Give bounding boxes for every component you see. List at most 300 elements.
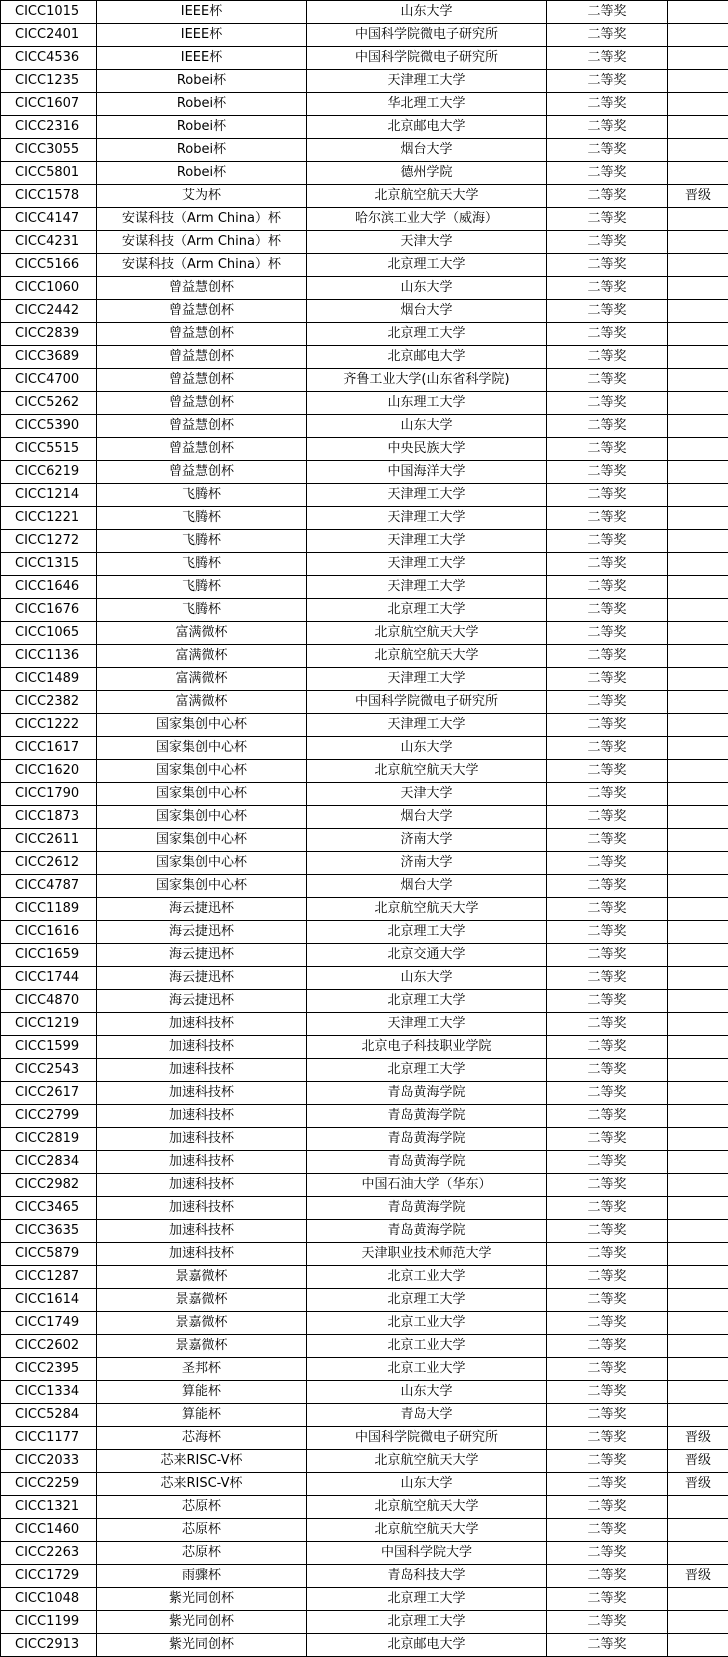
award-cell: 二等奖 bbox=[547, 277, 668, 300]
award-cell: 二等奖 bbox=[547, 737, 668, 760]
table-row bbox=[1, 1611, 728, 1634]
table-row bbox=[1, 967, 728, 990]
team-id-cell: CICC2395 bbox=[1, 1358, 97, 1381]
school-cell: 天津职业技术师范大学 bbox=[307, 1243, 547, 1266]
cup-name-cell: 国家集创中心杯 bbox=[97, 737, 307, 760]
advance-status-cell bbox=[668, 1105, 728, 1128]
award-cell: 二等奖 bbox=[547, 645, 668, 668]
table-row bbox=[1, 1059, 728, 1082]
table-row bbox=[1, 921, 728, 944]
advance-status-cell bbox=[668, 875, 728, 898]
award-cell: 二等奖 bbox=[547, 1266, 668, 1289]
school-cell: 青岛黄海学院 bbox=[307, 1105, 547, 1128]
cup-name-cell: 飞腾杯 bbox=[97, 530, 307, 553]
table-row bbox=[1, 1266, 728, 1289]
team-id-cell: CICC5515 bbox=[1, 438, 97, 461]
table-row bbox=[1, 875, 728, 898]
school-cell: 中国科学院微电子研究所 bbox=[307, 47, 547, 70]
cup-name-cell: 安谋科技（Arm China）杯 bbox=[97, 208, 307, 231]
advance-status-cell bbox=[668, 1358, 728, 1381]
school-cell: 北京航空航天大学 bbox=[307, 1519, 547, 1542]
advance-status-cell bbox=[668, 1197, 728, 1220]
school-cell: 济南大学 bbox=[307, 829, 547, 852]
team-id-cell: CICC1749 bbox=[1, 1312, 97, 1335]
table-row bbox=[1, 1289, 728, 1312]
table-row bbox=[1, 1358, 728, 1381]
table-row bbox=[1, 484, 728, 507]
table-row bbox=[1, 990, 728, 1013]
table-row bbox=[1, 599, 728, 622]
table-row bbox=[1, 553, 728, 576]
table-row bbox=[1, 760, 728, 783]
award-cell: 二等奖 bbox=[547, 461, 668, 484]
table-row bbox=[1, 691, 728, 714]
school-cell: 北京航空航天大学 bbox=[307, 185, 547, 208]
school-cell: 北京交通大学 bbox=[307, 944, 547, 967]
table-row bbox=[1, 346, 728, 369]
cup-name-cell: 算能杯 bbox=[97, 1404, 307, 1427]
team-id-cell: CICC2617 bbox=[1, 1082, 97, 1105]
award-cell: 二等奖 bbox=[547, 576, 668, 599]
table-row bbox=[1, 668, 728, 691]
table-row bbox=[1, 829, 728, 852]
school-cell: 北京工业大学 bbox=[307, 1335, 547, 1358]
award-cell: 二等奖 bbox=[547, 139, 668, 162]
advance-status-cell bbox=[668, 438, 728, 461]
table-row bbox=[1, 1174, 728, 1197]
advance-status-cell bbox=[668, 1634, 728, 1657]
team-id-cell: CICC2543 bbox=[1, 1059, 97, 1082]
cup-name-cell: 国家集创中心杯 bbox=[97, 829, 307, 852]
table-row bbox=[1, 1013, 728, 1036]
cup-name-cell: 国家集创中心杯 bbox=[97, 806, 307, 829]
cup-name-cell: 海云捷迅杯 bbox=[97, 944, 307, 967]
advance-status-cell bbox=[668, 737, 728, 760]
team-id-cell: CICC1222 bbox=[1, 714, 97, 737]
school-cell: 北京航空航天大学 bbox=[307, 1450, 547, 1473]
cup-name-cell: 景嘉微杯 bbox=[97, 1335, 307, 1358]
team-id-cell: CICC1334 bbox=[1, 1381, 97, 1404]
team-id-cell: CICC5166 bbox=[1, 254, 97, 277]
school-cell: 中国科学院微电子研究所 bbox=[307, 1427, 547, 1450]
school-cell: 烟台大学 bbox=[307, 139, 547, 162]
team-id-cell: CICC1599 bbox=[1, 1036, 97, 1059]
advance-status-cell bbox=[668, 1266, 728, 1289]
advance-status-cell bbox=[668, 392, 728, 415]
table-row bbox=[1, 1312, 728, 1335]
cup-name-cell: 加速科技杯 bbox=[97, 1197, 307, 1220]
cup-name-cell: 飞腾杯 bbox=[97, 599, 307, 622]
team-id-cell: CICC1659 bbox=[1, 944, 97, 967]
team-id-cell: CICC1219 bbox=[1, 1013, 97, 1036]
school-cell: 北京电子科技职业学院 bbox=[307, 1036, 547, 1059]
cup-name-cell: 安谋科技（Arm China）杯 bbox=[97, 231, 307, 254]
cup-name-cell: IEEE杯 bbox=[97, 24, 307, 47]
advance-status-cell bbox=[668, 806, 728, 829]
cup-name-cell: Robei杯 bbox=[97, 162, 307, 185]
table-row bbox=[1, 783, 728, 806]
cup-name-cell: 加速科技杯 bbox=[97, 1059, 307, 1082]
advance-status-cell bbox=[668, 921, 728, 944]
award-cell: 二等奖 bbox=[547, 1197, 668, 1220]
cup-name-cell: 加速科技杯 bbox=[97, 1036, 307, 1059]
award-cell: 二等奖 bbox=[547, 507, 668, 530]
advance-status-cell bbox=[668, 1588, 728, 1611]
table-row bbox=[1, 1105, 728, 1128]
advance-status-cell bbox=[668, 1220, 728, 1243]
advance-status-cell bbox=[668, 1381, 728, 1404]
team-id-cell: CICC1790 bbox=[1, 783, 97, 806]
advance-status-cell bbox=[668, 691, 728, 714]
cup-name-cell: 算能杯 bbox=[97, 1381, 307, 1404]
school-cell: 天津大学 bbox=[307, 231, 547, 254]
table-row bbox=[1, 1634, 728, 1657]
table-row bbox=[1, 461, 728, 484]
advance-status-cell bbox=[668, 254, 728, 277]
team-id-cell: CICC5801 bbox=[1, 162, 97, 185]
award-cell: 二等奖 bbox=[547, 1082, 668, 1105]
award-cell: 二等奖 bbox=[547, 1220, 668, 1243]
award-cell: 二等奖 bbox=[547, 599, 668, 622]
award-cell: 二等奖 bbox=[547, 1358, 668, 1381]
cup-name-cell: 富满微杯 bbox=[97, 691, 307, 714]
advance-status-cell bbox=[668, 1496, 728, 1519]
award-cell: 二等奖 bbox=[547, 1335, 668, 1358]
table-row bbox=[1, 369, 728, 392]
award-cell: 二等奖 bbox=[547, 783, 668, 806]
cup-name-cell: 芯来RISC-V杯 bbox=[97, 1450, 307, 1473]
cup-name-cell: 圣邦杯 bbox=[97, 1358, 307, 1381]
school-cell: 青岛大学 bbox=[307, 1404, 547, 1427]
advance-status-cell bbox=[668, 208, 728, 231]
school-cell: 哈尔滨工业大学（威海） bbox=[307, 208, 547, 231]
table-row bbox=[1, 1404, 728, 1427]
award-cell: 二等奖 bbox=[547, 415, 668, 438]
cup-name-cell: Robei杯 bbox=[97, 116, 307, 139]
award-cell: 二等奖 bbox=[547, 254, 668, 277]
advance-status-cell bbox=[668, 829, 728, 852]
cup-name-cell: 海云捷迅杯 bbox=[97, 967, 307, 990]
award-cell: 二等奖 bbox=[547, 1634, 668, 1657]
award-cell: 二等奖 bbox=[547, 530, 668, 553]
cup-name-cell: 国家集创中心杯 bbox=[97, 714, 307, 737]
table-row bbox=[1, 47, 728, 70]
cup-name-cell: Robei杯 bbox=[97, 70, 307, 93]
cup-name-cell: 安谋科技（Arm China）杯 bbox=[97, 254, 307, 277]
award-cell: 二等奖 bbox=[547, 944, 668, 967]
school-cell: 烟台大学 bbox=[307, 875, 547, 898]
team-id-cell: CICC5262 bbox=[1, 392, 97, 415]
award-cell: 二等奖 bbox=[547, 70, 668, 93]
cup-name-cell: 曾益慧创杯 bbox=[97, 461, 307, 484]
award-cell: 二等奖 bbox=[547, 1404, 668, 1427]
cup-name-cell: 加速科技杯 bbox=[97, 1082, 307, 1105]
school-cell: 青岛黄海学院 bbox=[307, 1128, 547, 1151]
team-id-cell: CICC1189 bbox=[1, 898, 97, 921]
cup-name-cell: 国家集创中心杯 bbox=[97, 875, 307, 898]
team-id-cell: CICC1221 bbox=[1, 507, 97, 530]
cup-name-cell: 飞腾杯 bbox=[97, 507, 307, 530]
table-row bbox=[1, 208, 728, 231]
advance-status-cell bbox=[668, 1404, 728, 1427]
advance-status-cell bbox=[668, 668, 728, 691]
cup-name-cell: 芯原杯 bbox=[97, 1496, 307, 1519]
school-cell: 北京工业大学 bbox=[307, 1312, 547, 1335]
team-id-cell: CICC2839 bbox=[1, 323, 97, 346]
table-row bbox=[1, 1220, 728, 1243]
advance-status-cell bbox=[668, 1335, 728, 1358]
cup-name-cell: IEEE杯 bbox=[97, 1, 307, 24]
school-cell: 天津理工大学 bbox=[307, 70, 547, 93]
team-id-cell: CICC1287 bbox=[1, 1266, 97, 1289]
advance-status-cell bbox=[668, 967, 728, 990]
award-cell: 二等奖 bbox=[547, 1059, 668, 1082]
advance-status-cell: 晋级 bbox=[668, 1473, 728, 1496]
school-cell: 山东大学 bbox=[307, 967, 547, 990]
school-cell: 中国石油大学（华东） bbox=[307, 1174, 547, 1197]
table-row bbox=[1, 944, 728, 967]
advance-status-cell bbox=[668, 1519, 728, 1542]
school-cell: 中央民族大学 bbox=[307, 438, 547, 461]
cup-name-cell: IEEE杯 bbox=[97, 47, 307, 70]
table-row bbox=[1, 645, 728, 668]
cup-name-cell: 加速科技杯 bbox=[97, 1128, 307, 1151]
cup-name-cell: 富满微杯 bbox=[97, 645, 307, 668]
advance-status-cell bbox=[668, 1059, 728, 1082]
award-cell: 二等奖 bbox=[547, 1, 668, 24]
school-cell: 北京邮电大学 bbox=[307, 346, 547, 369]
advance-status-cell bbox=[668, 1289, 728, 1312]
school-cell: 青岛科技大学 bbox=[307, 1565, 547, 1588]
award-cell: 二等奖 bbox=[547, 47, 668, 70]
award-cell: 二等奖 bbox=[547, 1289, 668, 1312]
advance-status-cell bbox=[668, 1151, 728, 1174]
advance-status-cell bbox=[668, 898, 728, 921]
cup-name-cell: 曾益慧创杯 bbox=[97, 323, 307, 346]
team-id-cell: CICC1235 bbox=[1, 70, 97, 93]
table-row bbox=[1, 1, 728, 24]
award-cell: 二等奖 bbox=[547, 1381, 668, 1404]
award-cell: 二等奖 bbox=[547, 484, 668, 507]
award-cell: 二等奖 bbox=[547, 1565, 668, 1588]
cup-name-cell: 艾为杯 bbox=[97, 185, 307, 208]
cup-name-cell: Robei杯 bbox=[97, 93, 307, 116]
award-cell: 二等奖 bbox=[547, 990, 668, 1013]
cup-name-cell: 国家集创中心杯 bbox=[97, 852, 307, 875]
advance-status-cell bbox=[668, 231, 728, 254]
table-row bbox=[1, 852, 728, 875]
team-id-cell: CICC2401 bbox=[1, 24, 97, 47]
advance-status-cell bbox=[668, 1082, 728, 1105]
award-cell: 二等奖 bbox=[547, 921, 668, 944]
cup-name-cell: 曾益慧创杯 bbox=[97, 438, 307, 461]
team-id-cell: CICC3465 bbox=[1, 1197, 97, 1220]
cup-name-cell: 雨骤杯 bbox=[97, 1565, 307, 1588]
school-cell: 中国海洋大学 bbox=[307, 461, 547, 484]
school-cell: 山东大学 bbox=[307, 737, 547, 760]
advance-status-cell: 晋级 bbox=[668, 1450, 728, 1473]
school-cell: 青岛黄海学院 bbox=[307, 1151, 547, 1174]
cup-name-cell: 富满微杯 bbox=[97, 668, 307, 691]
school-cell: 天津理工大学 bbox=[307, 576, 547, 599]
team-id-cell: CICC3055 bbox=[1, 139, 97, 162]
award-cell: 二等奖 bbox=[547, 1174, 668, 1197]
advance-status-cell bbox=[668, 576, 728, 599]
cup-name-cell: 紫光同创杯 bbox=[97, 1634, 307, 1657]
table-row bbox=[1, 1473, 728, 1496]
school-cell: 山东大学 bbox=[307, 1473, 547, 1496]
table-row bbox=[1, 1151, 728, 1174]
team-id-cell: CICC4787 bbox=[1, 875, 97, 898]
team-id-cell: CICC1272 bbox=[1, 530, 97, 553]
school-cell: 北京航空航天大学 bbox=[307, 898, 547, 921]
team-id-cell: CICC2819 bbox=[1, 1128, 97, 1151]
table-row bbox=[1, 1197, 728, 1220]
school-cell: 北京理工大学 bbox=[307, 1611, 547, 1634]
table-row bbox=[1, 530, 728, 553]
school-cell: 青岛黄海学院 bbox=[307, 1220, 547, 1243]
award-cell: 二等奖 bbox=[547, 300, 668, 323]
award-cell: 二等奖 bbox=[547, 1450, 668, 1473]
team-id-cell: CICC2834 bbox=[1, 1151, 97, 1174]
cup-name-cell: 紫光同创杯 bbox=[97, 1588, 307, 1611]
team-id-cell: CICC2982 bbox=[1, 1174, 97, 1197]
table-row bbox=[1, 392, 728, 415]
table-row bbox=[1, 1588, 728, 1611]
team-id-cell: CICC2611 bbox=[1, 829, 97, 852]
advance-status-cell bbox=[668, 116, 728, 139]
advance-status-cell bbox=[668, 1174, 728, 1197]
award-cell: 二等奖 bbox=[547, 369, 668, 392]
school-cell: 北京理工大学 bbox=[307, 1588, 547, 1611]
cup-name-cell: 芯原杯 bbox=[97, 1519, 307, 1542]
advance-status-cell bbox=[668, 852, 728, 875]
advance-status-cell bbox=[668, 461, 728, 484]
team-id-cell: CICC1214 bbox=[1, 484, 97, 507]
award-cell: 二等奖 bbox=[547, 622, 668, 645]
school-cell: 北京航空航天大学 bbox=[307, 622, 547, 645]
advance-status-cell bbox=[668, 323, 728, 346]
award-cell: 二等奖 bbox=[547, 1427, 668, 1450]
table-row bbox=[1, 323, 728, 346]
table-row bbox=[1, 231, 728, 254]
advance-status-cell bbox=[668, 1243, 728, 1266]
table-row bbox=[1, 714, 728, 737]
team-id-cell: CICC1136 bbox=[1, 645, 97, 668]
school-cell: 天津理工大学 bbox=[307, 714, 547, 737]
school-cell: 北京邮电大学 bbox=[307, 116, 547, 139]
award-cell: 二等奖 bbox=[547, 208, 668, 231]
table-row bbox=[1, 1519, 728, 1542]
cup-name-cell: 芯海杯 bbox=[97, 1427, 307, 1450]
cup-name-cell: 加速科技杯 bbox=[97, 1105, 307, 1128]
cup-name-cell: 曾益慧创杯 bbox=[97, 392, 307, 415]
cup-name-cell: 景嘉微杯 bbox=[97, 1266, 307, 1289]
team-id-cell: CICC2602 bbox=[1, 1335, 97, 1358]
award-cell: 二等奖 bbox=[547, 1036, 668, 1059]
team-id-cell: CICC1607 bbox=[1, 93, 97, 116]
cup-name-cell: 加速科技杯 bbox=[97, 1174, 307, 1197]
cup-name-cell: 海云捷迅杯 bbox=[97, 898, 307, 921]
team-id-cell: CICC2612 bbox=[1, 852, 97, 875]
school-cell: 北京理工大学 bbox=[307, 921, 547, 944]
table-row bbox=[1, 139, 728, 162]
advance-status-cell bbox=[668, 415, 728, 438]
table-row bbox=[1, 507, 728, 530]
team-id-cell: CICC2382 bbox=[1, 691, 97, 714]
award-cell: 二等奖 bbox=[547, 714, 668, 737]
table-row bbox=[1, 277, 728, 300]
school-cell: 中国科学院大学 bbox=[307, 1542, 547, 1565]
advance-status-cell bbox=[668, 1013, 728, 1036]
table-row bbox=[1, 622, 728, 645]
advance-status-cell bbox=[668, 277, 728, 300]
team-id-cell: CICC5284 bbox=[1, 1404, 97, 1427]
award-cell: 二等奖 bbox=[547, 438, 668, 461]
school-cell: 北京理工大学 bbox=[307, 323, 547, 346]
award-cell: 二等奖 bbox=[547, 806, 668, 829]
table-row bbox=[1, 898, 728, 921]
cup-name-cell: 加速科技杯 bbox=[97, 1243, 307, 1266]
award-cell: 二等奖 bbox=[547, 1243, 668, 1266]
school-cell: 北京理工大学 bbox=[307, 990, 547, 1013]
advance-status-cell bbox=[668, 139, 728, 162]
advance-status-cell: 晋级 bbox=[668, 1565, 728, 1588]
team-id-cell: CICC2799 bbox=[1, 1105, 97, 1128]
advance-status-cell bbox=[668, 1, 728, 24]
cup-name-cell: 加速科技杯 bbox=[97, 1220, 307, 1243]
table-row bbox=[1, 1036, 728, 1059]
advance-status-cell bbox=[668, 645, 728, 668]
team-id-cell: CICC5879 bbox=[1, 1243, 97, 1266]
school-cell: 华北理工大学 bbox=[307, 93, 547, 116]
awards-table-body bbox=[1, 1, 728, 1657]
advance-status-cell bbox=[668, 530, 728, 553]
award-cell: 二等奖 bbox=[547, 1611, 668, 1634]
table-row bbox=[1, 162, 728, 185]
table-row bbox=[1, 116, 728, 139]
award-cell: 二等奖 bbox=[547, 24, 668, 47]
table-row bbox=[1, 1496, 728, 1519]
advance-status-cell bbox=[668, 944, 728, 967]
cup-name-cell: 曾益慧创杯 bbox=[97, 277, 307, 300]
award-cell: 二等奖 bbox=[547, 553, 668, 576]
award-cell: 二等奖 bbox=[547, 1588, 668, 1611]
advance-status-cell: 晋级 bbox=[668, 1427, 728, 1450]
award-cell: 二等奖 bbox=[547, 1013, 668, 1036]
award-cell: 二等奖 bbox=[547, 1519, 668, 1542]
cup-name-cell: Robei杯 bbox=[97, 139, 307, 162]
award-cell: 二等奖 bbox=[547, 1151, 668, 1174]
school-cell: 天津理工大学 bbox=[307, 530, 547, 553]
team-id-cell: CICC1616 bbox=[1, 921, 97, 944]
advance-status-cell bbox=[668, 990, 728, 1013]
school-cell: 天津理工大学 bbox=[307, 484, 547, 507]
school-cell: 天津大学 bbox=[307, 783, 547, 806]
table-row bbox=[1, 806, 728, 829]
advance-status-cell: 晋级 bbox=[668, 185, 728, 208]
advance-status-cell bbox=[668, 1036, 728, 1059]
cup-name-cell: 飞腾杯 bbox=[97, 553, 307, 576]
table-row bbox=[1, 1335, 728, 1358]
school-cell: 山东理工大学 bbox=[307, 392, 547, 415]
cup-name-cell: 景嘉微杯 bbox=[97, 1312, 307, 1335]
team-id-cell: CICC1199 bbox=[1, 1611, 97, 1634]
school-cell: 北京工业大学 bbox=[307, 1358, 547, 1381]
school-cell: 天津理工大学 bbox=[307, 668, 547, 691]
cup-name-cell: 富满微杯 bbox=[97, 622, 307, 645]
award-cell: 二等奖 bbox=[547, 185, 668, 208]
